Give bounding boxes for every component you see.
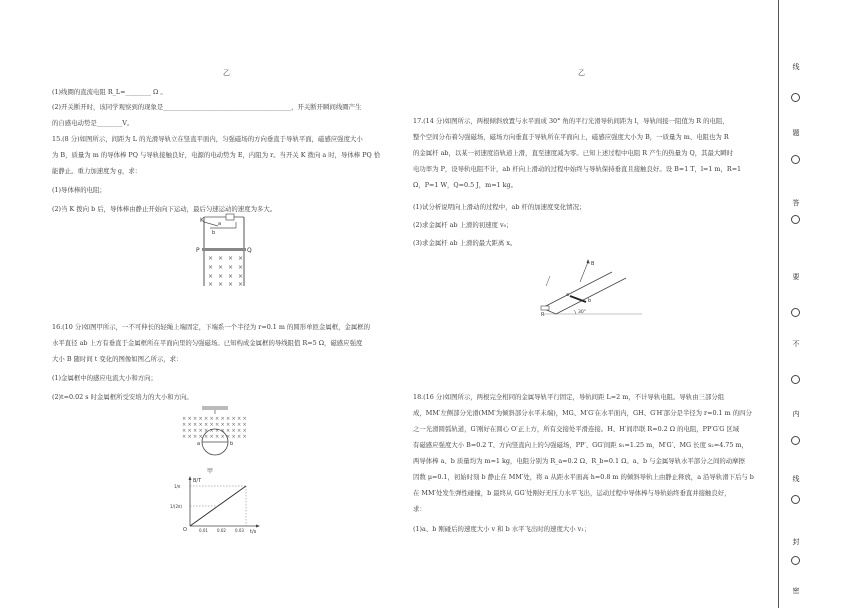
q18-stem-line5: 两导体棒 a、b 质量均为 m=1 kg，电阻分别为 R_a=0.2 Ω、R_b=0.1 Ω。a、b 与金属导轨水平部分之间的动摩擦 [413, 457, 745, 465]
field-cross-mark: × [182, 416, 187, 422]
q15-stem-line1: 15.(8 分)如图所示，间距为 L 的光滑导轨立在竖直平面内，匀强磁场的方向垂直于导轨平面，磁感应强度大小 [52, 135, 363, 143]
right-figure-caption: 乙 [578, 69, 585, 77]
field-cross-mark: × [187, 434, 192, 440]
fig17-label-R: R [541, 312, 545, 318]
q15-part2: (2)当 K 拨向 b 后，导体棒由静止开始向下运动，最后匀速运动的速度为多大。 [52, 205, 277, 213]
field-cross-mark: × [204, 428, 209, 434]
field-cross-mark: × [198, 428, 203, 434]
field-cross-mark: × [220, 428, 225, 434]
q18-stem-line8: 求： [413, 505, 426, 513]
q15-stem-line3: 能静止。重力加速度为 g，求： [52, 167, 142, 175]
q15-stem-line2: 为 B，质量为 m 的导体棒 PQ 与导轨接触良好，电源的电动势为 E，内阻为 r。当开关 K 拨向 a 时，导体棒 PQ 恰 [52, 151, 381, 159]
field-cross-mark: × [242, 416, 247, 422]
figure-16-bt-graph [170, 476, 260, 535]
binding-char: 要 [792, 273, 800, 281]
q17-part3: (3)求金属杆 ab 上滑的最大距离 x。 [413, 239, 517, 247]
field-cross-mark: × [198, 416, 203, 422]
field-cross-mark: × [198, 422, 203, 428]
binding-char: 内 [792, 410, 800, 418]
field-cross-mark: × [187, 416, 192, 422]
field-cross-mark: × [237, 428, 242, 434]
q17-part2: (2)求金属杆 ab 上滑的初速度 v₀； [413, 221, 513, 229]
field-cross-mark: × [182, 434, 187, 440]
figure-16-frame-field [180, 406, 250, 466]
graph-ytick-2: 1/(2π) [170, 504, 182, 509]
fig15-label-P: P [196, 247, 200, 254]
fig17-label-B: B [591, 261, 595, 267]
field-cross-mark: × [209, 422, 214, 428]
field-cross-mark: × [208, 281, 214, 288]
field-cross-mark: × [218, 264, 224, 271]
figure-17-incline-rails [538, 256, 648, 318]
graph-ytick-1: 1/π [174, 484, 181, 489]
field-cross-mark: × [208, 273, 214, 280]
field-cross-mark: × [238, 264, 244, 271]
q15-part1: (1)导体棒的电阻； [52, 186, 106, 194]
field-cross-mark: × [215, 422, 220, 428]
field-cross-mark: × [226, 416, 231, 422]
q16-part1: (1)金属框中的感应电流大小和方向； [52, 374, 157, 382]
field-cross-mark: × [228, 255, 234, 262]
binding-char: 封 [792, 538, 800, 546]
field-cross-mark: × [237, 422, 242, 428]
q17-stem-line4: 电功率为 P，设导轨电阻不计，ab 杆向上滑动的过程中始终与导轨保持垂直且接触良好。设 B=1 T，l=1 m，R=1 [413, 165, 742, 173]
field-cross-mark: × [193, 434, 198, 440]
field-cross-mark: × [228, 264, 234, 271]
fig16-label-b: b [230, 441, 234, 447]
field-cross-mark: × [193, 428, 198, 434]
field-cross-mark: × [218, 255, 224, 262]
binding-char: 题 [792, 129, 800, 137]
binding-hole-circle [791, 495, 800, 504]
field-cross-mark: × [226, 422, 231, 428]
fig15-label-K: K [200, 217, 204, 224]
graph-ylabel: B/T [193, 478, 202, 484]
binding-hole-circle [791, 155, 800, 164]
field-cross-mark: × [220, 416, 225, 422]
q17-stem-line2: 整个空间分布着匀强磁场，磁场方向垂直于导轨所在平面向上，磁感应强度大小为 B，一质量为 m、电阻也为 R [413, 133, 729, 141]
fig17-label-a: a [566, 292, 570, 298]
field-cross-mark: × [198, 434, 203, 440]
q18-stem-line4: 有磁感应强度大小 B=0.2 T、方向竖直向上的匀强磁场，PP′、GG′间距 s₁=1.25 m，M′G′、MG 长度 s₂=4.75 m， [413, 441, 748, 449]
fig17-label-b: b [588, 298, 592, 304]
field-cross-mark: × [226, 434, 231, 440]
binding-line [778, 0, 779, 608]
field-cross-mark: × [242, 428, 247, 434]
q17-stem-line5: Ω，P=1 W，Q=0.5 J，m=1 kg。 [413, 181, 518, 189]
binding-hole-circle [791, 436, 800, 445]
field-cross-mark: × [187, 422, 192, 428]
field-cross-mark: × [238, 255, 244, 262]
q17-part1: (1)试分析说明向上滑动的过程中，ab 杆的加速度变化情况； [413, 203, 586, 211]
field-cross-mark: × [209, 428, 214, 434]
field-cross-mark: × [215, 416, 220, 422]
q18-stem-line7: 在 MM′处发生弹性碰撞，b 最终从 GG′处刚好无压力水平飞出，运动过程中导体棒与导轨始终垂直并接触良好， [413, 489, 731, 497]
q18-stem-line3: 之一光滑圆弧轨道，G′刚好在圆心 O′正上方，所有交接处平滑连接。H、H′间串联 R=0.2 Ω 的电阻，PP′G′G 区域 [413, 425, 740, 433]
q14-part1: (1)线圈的直流电阻 R_L=________ Ω 。 [52, 88, 167, 96]
binding-hole-circle [791, 93, 800, 102]
binding-char: 线 [792, 63, 800, 71]
field-cross-mark: × [231, 428, 236, 434]
binding-hole-circle [791, 215, 800, 224]
field-cross-mark: × [220, 422, 225, 428]
figure-16-caption-jia: 甲 [207, 468, 214, 475]
graph-xtick-3: 0.03 [235, 528, 244, 533]
q14-part2-line2: 的自感电动势是________V。 [52, 119, 134, 127]
q16-stem-line1: 16.(10 分)如图甲所示，一不可伸长的轻绳上端固定，下端系一个半径为 r=0.1 m 的圆形单匝金属框，金属框的 [52, 323, 371, 331]
graph-xtick-1: 0.01 [199, 528, 208, 533]
q16-part2: (2)t=0.02 s 时金属框所受安培力的大小和方向。 [52, 393, 193, 401]
binding-char: 线 [792, 475, 800, 483]
field-cross-mark: × [209, 434, 214, 440]
binding-char: 答 [792, 199, 800, 207]
q18-stem-line6: 因数 μ=0.1，初始时刻 b 静止在 MM′处，将 a 从距水平面高 h=0.8 m 的倾斜导轨上由静止释放，a 沿导轨滑下后与 b [413, 473, 754, 481]
field-cross-mark: × [204, 434, 209, 440]
q17-stem-line3: 的金属杆 ab，以某一初速度沿轨道上滑，直至速度减为零。已知上述过程中电阻 R 产生的热量为 Q，其最大瞬时 [413, 149, 734, 157]
field-cross-mark: × [208, 264, 214, 271]
figure-15-rails-field [196, 214, 256, 289]
field-cross-mark: × [182, 422, 187, 428]
fig15-label-b: b [212, 230, 216, 236]
field-cross-mark: × [226, 428, 231, 434]
graph-origin: O [183, 527, 187, 533]
field-cross-mark: × [228, 273, 234, 280]
field-cross-mark: × [204, 422, 209, 428]
binding-hole-circle [791, 375, 800, 384]
field-cross-mark: × [209, 416, 214, 422]
binding-hole-circle [791, 556, 800, 565]
field-cross-mark: × [218, 281, 224, 288]
field-cross-mark: × [231, 434, 236, 440]
q16-stem-line2: 水平直径 ab 上方有垂直于金属框所在平面向里的匀强磁场。已知构成金属框的导线阻值 R=5 Ω，磁感应强度 [52, 339, 363, 347]
field-cross-mark: × [220, 434, 225, 440]
q18-stem-line1: 18.(16 分)如图所示，两根完全相同的金属导轨平行固定，导轨间距 L=2 m，不计导轨电阻。导轨由三部分组 [413, 393, 725, 401]
field-cross-mark: × [238, 281, 244, 288]
field-cross-mark: × [238, 273, 244, 280]
field-cross-mark: × [231, 422, 236, 428]
fig15-label-a: a [218, 221, 222, 227]
field-cross-mark: × [182, 428, 187, 434]
binding-hole-circle [791, 308, 800, 317]
field-cross-mark: × [218, 273, 224, 280]
field-cross-mark: × [193, 416, 198, 422]
left-figure-caption: 乙 [223, 69, 230, 77]
field-cross-mark: × [237, 434, 242, 440]
fig17-label-angle: 30° [578, 310, 586, 315]
field-cross-mark: × [228, 281, 234, 288]
field-cross-mark: × [208, 255, 214, 262]
graph-xtick-2: 0.02 [217, 528, 226, 533]
q18-stem-line2: 成，MM′左侧部分光滑(MM′为倾斜部分水平末端)，MG、M′G′在水平面内，GH、G′H′部分是半径为 r=0.1 m 的四分 [413, 409, 752, 417]
field-cross-mark: × [242, 422, 247, 428]
fig16-label-a: a [197, 441, 201, 447]
field-cross-mark: × [242, 434, 247, 440]
binding-char: 不 [792, 340, 800, 348]
q16-stem-line3: 大小 B 随时间 t 变化的图像如图乙所示，求： [52, 355, 183, 363]
binding-char: 密 [792, 587, 800, 595]
field-cross-mark: × [204, 416, 209, 422]
field-cross-mark: × [215, 434, 220, 440]
q18-part1: (1)a、b 刚碰后的速度大小 v 和 b 水平飞出时的速度大小 v₁； [413, 525, 591, 533]
field-cross-mark: × [215, 428, 220, 434]
field-cross-mark: × [237, 416, 242, 422]
field-cross-mark: × [231, 416, 236, 422]
field-cross-mark: × [187, 428, 192, 434]
q14-part2-line1: (2)开关断开时，该同学观察到的现象是________________________________________，开关断开瞬间线圈产生 [52, 103, 362, 111]
graph-xlabel: t/s [250, 529, 257, 535]
field-cross-mark: × [193, 422, 198, 428]
fig15-label-Q: Q [247, 247, 252, 254]
q17-stem-line1: 17.(14 分)如图所示，两根倾斜放置与水平面成 30° 角的平行光滑导轨间距为 l，导轨间接一阻值为 R 的电阻， [413, 117, 729, 125]
